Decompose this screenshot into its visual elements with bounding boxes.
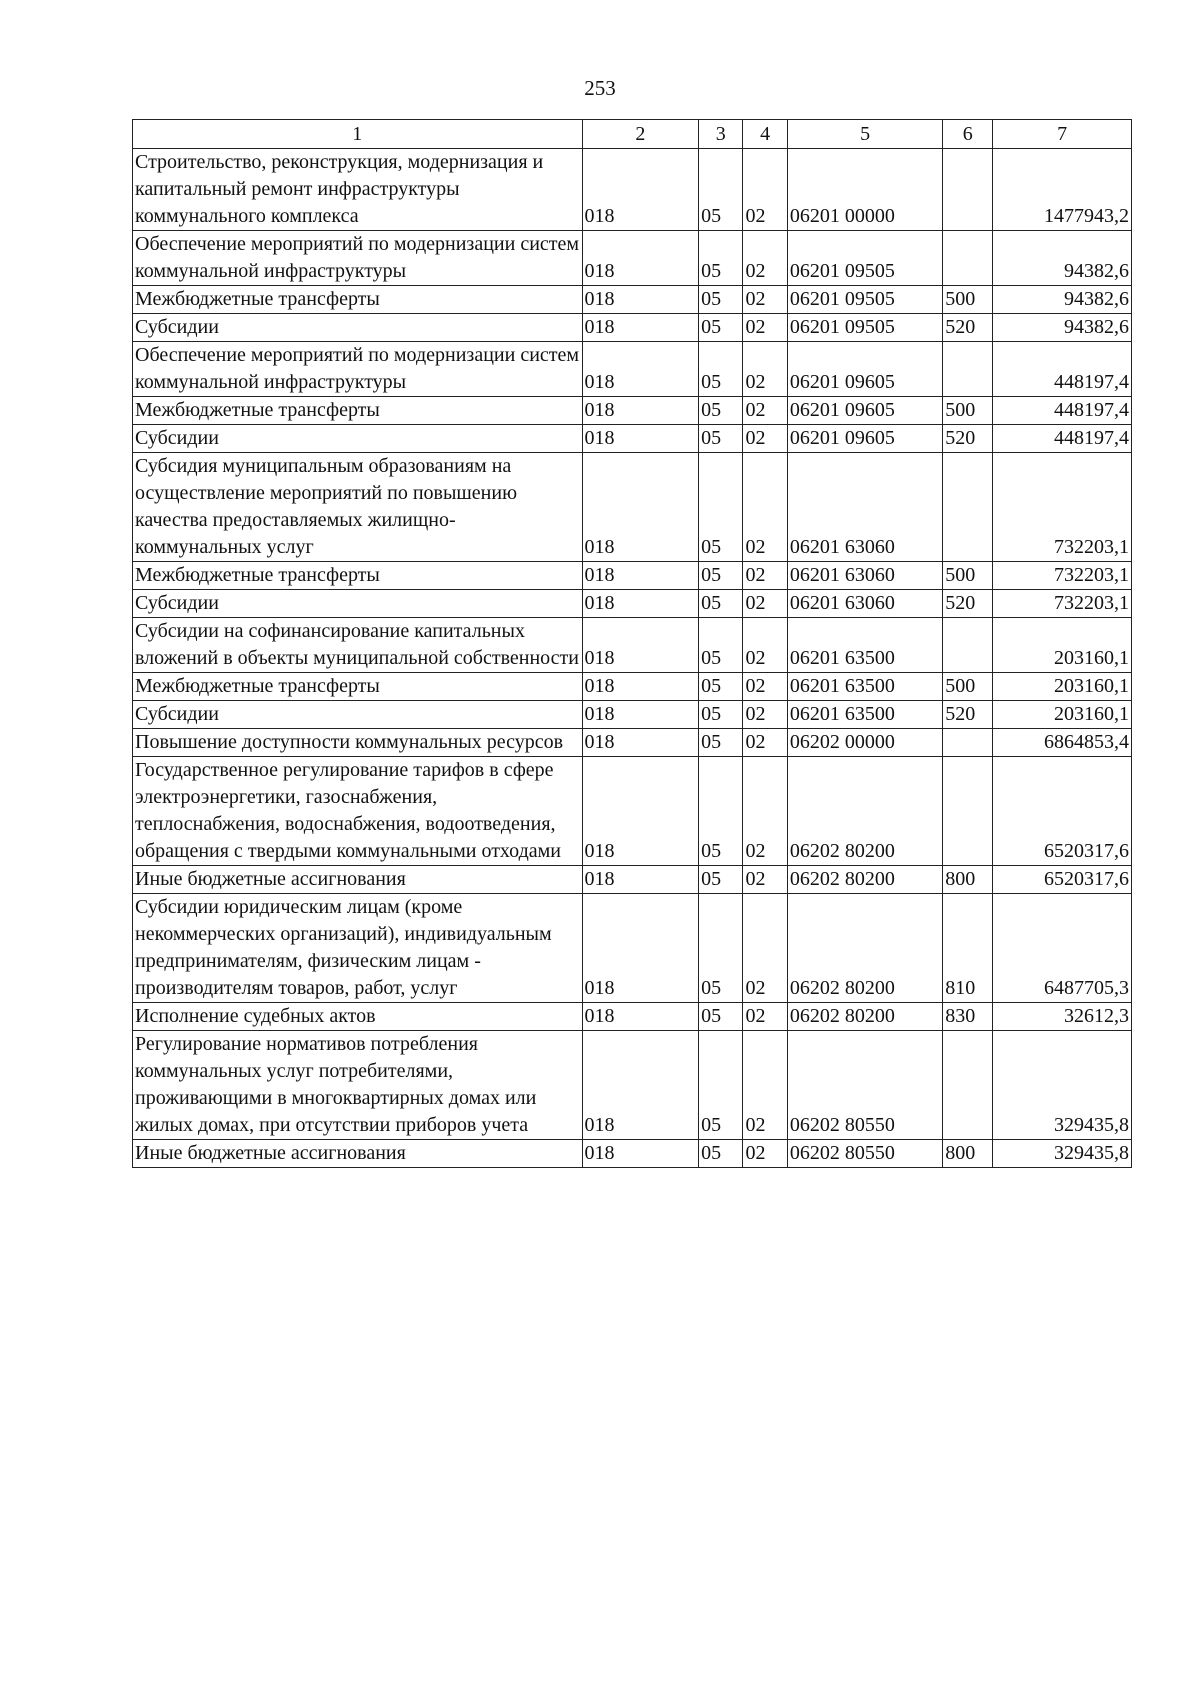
row-name: Регулирование нормативов потребления коммунальных услуг потребителями, проживающими в многоквартирных домах или жилых домах, при отсутствии приборов учета — [133, 1031, 583, 1140]
row-code-3: 05 — [699, 314, 743, 342]
table-row — [133, 1003, 1132, 1031]
table-row — [133, 701, 1132, 729]
row-code-5: 06201 63500 — [787, 673, 942, 701]
row-amount: 203160,1 — [993, 618, 1132, 673]
row-code-4: 02 — [743, 1003, 787, 1031]
row-name: Межбюджетные трансферты — [133, 673, 583, 701]
row-code-6: 500 — [943, 562, 993, 590]
row-code-3: 05 — [699, 397, 743, 425]
row-code-2: 018 — [582, 590, 699, 618]
row-code-6 — [943, 1031, 993, 1140]
budget-table — [132, 119, 1132, 1168]
row-code-6: 500 — [943, 397, 993, 425]
row-code-6: 830 — [943, 1003, 993, 1031]
row-code-4: 02 — [743, 894, 787, 1003]
row-name: Обеспечение мероприятий по модернизации систем коммунальной инфраструктуры — [133, 342, 583, 397]
row-code-2: 018 — [582, 342, 699, 397]
row-code-3: 05 — [699, 342, 743, 397]
table-body — [133, 149, 1132, 1168]
row-amount: 329435,8 — [993, 1140, 1132, 1168]
row-code-6: 800 — [943, 866, 993, 894]
header-col-3: 3 — [699, 120, 743, 149]
row-amount: 1477943,2 — [993, 149, 1132, 231]
row-code-5: 06201 09605 — [787, 425, 942, 453]
row-code-4: 02 — [743, 866, 787, 894]
row-code-6 — [943, 618, 993, 673]
row-code-5: 06201 63060 — [787, 453, 942, 562]
row-amount: 203160,1 — [993, 701, 1132, 729]
row-code-2: 018 — [582, 894, 699, 1003]
row-code-4: 02 — [743, 453, 787, 562]
row-amount: 94382,6 — [993, 231, 1132, 286]
row-code-2: 018 — [582, 453, 699, 562]
row-name: Субсидии — [133, 425, 583, 453]
row-code-4: 02 — [743, 673, 787, 701]
row-code-2: 018 — [582, 757, 699, 866]
row-code-5: 06201 63500 — [787, 701, 942, 729]
header-col-1: 1 — [133, 120, 583, 149]
table-row — [133, 286, 1132, 314]
row-code-3: 05 — [699, 149, 743, 231]
row-amount: 94382,6 — [993, 314, 1132, 342]
row-code-6: 800 — [943, 1140, 993, 1168]
row-code-2: 018 — [582, 729, 699, 757]
row-name: Повышение доступности коммунальных ресурсов — [133, 729, 583, 757]
table-row — [133, 314, 1132, 342]
row-code-6 — [943, 231, 993, 286]
row-code-5: 06201 09605 — [787, 397, 942, 425]
row-code-2: 018 — [582, 866, 699, 894]
row-name: Обеспечение мероприятий по модернизации систем коммунальной инфраструктуры — [133, 231, 583, 286]
row-code-5: 06201 09605 — [787, 342, 942, 397]
row-amount: 6520317,6 — [993, 757, 1132, 866]
row-code-4: 02 — [743, 590, 787, 618]
row-code-4: 02 — [743, 757, 787, 866]
row-amount: 448197,4 — [993, 397, 1132, 425]
row-code-6 — [943, 729, 993, 757]
header-col-5: 5 — [787, 120, 942, 149]
row-code-6 — [943, 149, 993, 231]
row-code-2: 018 — [582, 231, 699, 286]
table-row — [133, 757, 1132, 866]
table-row — [133, 453, 1132, 562]
row-code-3: 05 — [699, 1140, 743, 1168]
row-name: Субсидии — [133, 701, 583, 729]
row-code-5: 06202 80200 — [787, 866, 942, 894]
row-code-5: 06202 80200 — [787, 1003, 942, 1031]
table-row — [133, 397, 1132, 425]
row-name: Субсидии на софинансирование капитальных вложений в объекты муниципальной собственности — [133, 618, 583, 673]
table-row — [133, 590, 1132, 618]
row-name: Межбюджетные трансферты — [133, 562, 583, 590]
row-code-4: 02 — [743, 397, 787, 425]
row-code-6: 500 — [943, 673, 993, 701]
row-name: Исполнение судебных актов — [133, 1003, 583, 1031]
row-code-4: 02 — [743, 1140, 787, 1168]
row-code-5: 06202 80550 — [787, 1140, 942, 1168]
row-code-3: 05 — [699, 1003, 743, 1031]
row-code-2: 018 — [582, 673, 699, 701]
table-row — [133, 673, 1132, 701]
table-header — [133, 120, 1132, 149]
row-code-4: 02 — [743, 618, 787, 673]
row-code-3: 05 — [699, 562, 743, 590]
row-code-2: 018 — [582, 1031, 699, 1140]
row-code-2: 018 — [582, 701, 699, 729]
row-name: Государственное регулирование тарифов в сфере электроэнергетики, газоснабжения, теплоснабжения, водоснабжения, водоотведения, обращения с твердыми коммунальными отходами — [133, 757, 583, 866]
table-row — [133, 149, 1132, 231]
row-code-4: 02 — [743, 701, 787, 729]
row-code-4: 02 — [743, 314, 787, 342]
row-code-2: 018 — [582, 562, 699, 590]
row-name: Строительство, реконструкция, модернизация и капитальный ремонт инфраструктуры коммунального комплекса — [133, 149, 583, 231]
row-code-6: 810 — [943, 894, 993, 1003]
row-amount: 32612,3 — [993, 1003, 1132, 1031]
row-name: Межбюджетные трансферты — [133, 397, 583, 425]
row-code-3: 05 — [699, 231, 743, 286]
header-col-6: 6 — [943, 120, 993, 149]
row-code-6: 520 — [943, 701, 993, 729]
header-col-7: 7 — [993, 120, 1132, 149]
table-row — [133, 425, 1132, 453]
table-row — [133, 729, 1132, 757]
row-code-3: 05 — [699, 673, 743, 701]
row-code-4: 02 — [743, 286, 787, 314]
row-amount: 448197,4 — [993, 342, 1132, 397]
row-name: Субсидии — [133, 590, 583, 618]
header-col-4: 4 — [743, 120, 787, 149]
row-code-4: 02 — [743, 342, 787, 397]
row-code-5: 06201 09505 — [787, 286, 942, 314]
row-code-5: 06201 09505 — [787, 314, 942, 342]
table-row — [133, 231, 1132, 286]
row-code-3: 05 — [699, 286, 743, 314]
row-name: Межбюджетные трансферты — [133, 286, 583, 314]
row-code-6: 520 — [943, 590, 993, 618]
row-code-5: 06202 80200 — [787, 757, 942, 866]
row-code-2: 018 — [582, 1003, 699, 1031]
row-code-4: 02 — [743, 425, 787, 453]
row-code-3: 05 — [699, 453, 743, 562]
table-row — [133, 894, 1132, 1003]
row-code-5: 06202 80200 — [787, 894, 942, 1003]
row-amount: 6487705,3 — [993, 894, 1132, 1003]
header-col-2: 2 — [582, 120, 699, 149]
row-name: Субсидия муниципальным образованиям на осуществление мероприятий по повышению качества предоставляемых жилищно-коммунальных услуг — [133, 453, 583, 562]
row-code-2: 018 — [582, 618, 699, 673]
row-code-2: 018 — [582, 397, 699, 425]
row-amount: 329435,8 — [993, 1031, 1132, 1140]
row-code-6 — [943, 453, 993, 562]
row-code-4: 02 — [743, 562, 787, 590]
row-code-3: 05 — [699, 866, 743, 894]
row-code-5: 06201 63500 — [787, 618, 942, 673]
row-name: Иные бюджетные ассигнования — [133, 1140, 583, 1168]
row-name: Субсидии — [133, 314, 583, 342]
row-name: Иные бюджетные ассигнования — [133, 866, 583, 894]
row-code-6: 500 — [943, 286, 993, 314]
table-row — [133, 562, 1132, 590]
row-code-3: 05 — [699, 894, 743, 1003]
table-row — [133, 866, 1132, 894]
row-amount: 203160,1 — [993, 673, 1132, 701]
header-row — [133, 120, 1132, 149]
row-code-6 — [943, 342, 993, 397]
row-code-3: 05 — [699, 701, 743, 729]
row-code-4: 02 — [743, 149, 787, 231]
row-code-3: 05 — [699, 757, 743, 866]
row-code-5: 06202 00000 — [787, 729, 942, 757]
row-code-2: 018 — [582, 1140, 699, 1168]
row-name: Субсидии юридическим лицам (кроме некоммерческих организаций), индивидуальным предпринимателям, физическим лицам - производителям товаров, работ, услуг — [133, 894, 583, 1003]
row-amount: 732203,1 — [993, 562, 1132, 590]
row-amount: 732203,1 — [993, 590, 1132, 618]
row-code-3: 05 — [699, 1031, 743, 1140]
row-code-3: 05 — [699, 729, 743, 757]
table-row — [133, 1140, 1132, 1168]
row-amount: 448197,4 — [993, 425, 1132, 453]
row-code-5: 06201 63060 — [787, 562, 942, 590]
row-code-5: 06201 09505 — [787, 231, 942, 286]
row-code-3: 05 — [699, 425, 743, 453]
row-code-5: 06202 80550 — [787, 1031, 942, 1140]
row-code-4: 02 — [743, 729, 787, 757]
row-amount: 6864853,4 — [993, 729, 1132, 757]
table-row — [133, 1031, 1132, 1140]
row-code-3: 05 — [699, 618, 743, 673]
row-code-6: 520 — [943, 425, 993, 453]
table-row — [133, 618, 1132, 673]
row-code-2: 018 — [582, 314, 699, 342]
row-code-2: 018 — [582, 425, 699, 453]
row-amount: 94382,6 — [993, 286, 1132, 314]
row-code-6 — [943, 757, 993, 866]
row-amount: 6520317,6 — [993, 866, 1132, 894]
row-code-5: 06201 00000 — [787, 149, 942, 231]
row-code-4: 02 — [743, 1031, 787, 1140]
row-code-2: 018 — [582, 149, 699, 231]
row-code-4: 02 — [743, 231, 787, 286]
row-code-2: 018 — [582, 286, 699, 314]
page-number: 253 — [584, 76, 616, 100]
row-code-5: 06201 63060 — [787, 590, 942, 618]
table-row — [133, 342, 1132, 397]
row-amount: 732203,1 — [993, 453, 1132, 562]
row-code-3: 05 — [699, 590, 743, 618]
row-code-6: 520 — [943, 314, 993, 342]
